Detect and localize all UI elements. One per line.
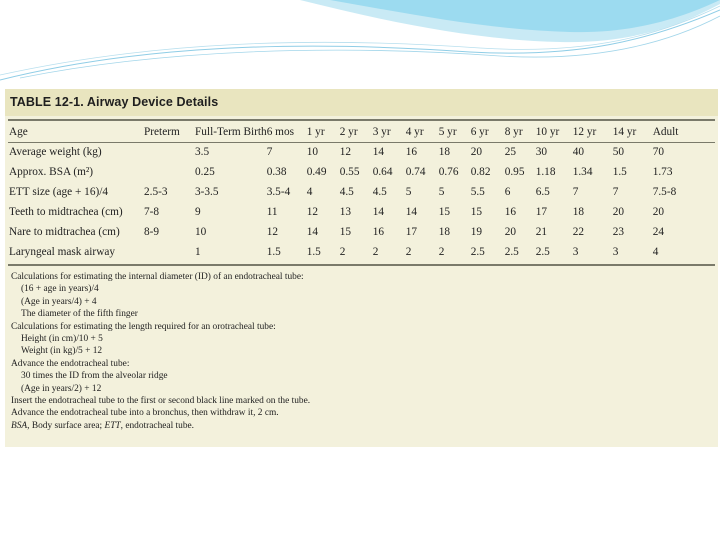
table-cell: 25 xyxy=(504,146,516,158)
row-label: Teeth to midtrachea (cm) xyxy=(9,206,123,218)
table-cell: 2 xyxy=(405,246,412,258)
header-cell-age: Age xyxy=(9,126,28,138)
header-cell: 2 yr xyxy=(339,126,358,138)
header-cell: 3 yr xyxy=(372,126,391,138)
table-cell: 16 xyxy=(372,226,384,238)
table-cell: 17 xyxy=(405,226,417,238)
note-calc-id-1: (16 + age in years)/4 xyxy=(21,284,99,295)
header-cell: 8 yr xyxy=(504,126,523,138)
note-calc-length-heading: Calculations for estimating the length required for an orotracheal tube: xyxy=(11,321,276,332)
table-cell: 20 xyxy=(504,226,516,238)
table-cell: 15 xyxy=(438,206,450,218)
table-cell: 2.5 xyxy=(535,246,550,258)
row-label: Nare to midtrachea (cm) xyxy=(9,226,120,238)
table-cell: 2 xyxy=(372,246,379,258)
table-cell: 50 xyxy=(612,146,624,158)
header-cell: 12 yr xyxy=(572,126,597,138)
table-cell: 3 xyxy=(572,246,579,258)
table-cell: 1.5 xyxy=(306,246,321,258)
table-cell: 5 xyxy=(405,186,412,198)
header-row xyxy=(9,122,691,142)
table-cell: 23 xyxy=(612,226,624,238)
table-cell: 14 xyxy=(306,226,318,238)
header-cell: Full-Term Birth xyxy=(195,126,267,138)
table-cell: 16 xyxy=(405,146,417,158)
table-cell: 4 xyxy=(652,246,659,258)
table-cell: 1.5 xyxy=(612,166,627,178)
table-cell: 12 xyxy=(266,226,278,238)
table-cell: 4 xyxy=(306,186,313,198)
note-calc-id-2: (Age in years/4) + 4 xyxy=(21,296,97,307)
table-cell xyxy=(144,162,195,182)
note-calc-length-2: Weight (in kg)/5 + 12 xyxy=(21,346,103,357)
note-abbreviations xyxy=(11,420,711,432)
table-row xyxy=(9,182,691,202)
row-label: Average weight (kg) xyxy=(9,146,102,158)
header-cell: Preterm xyxy=(144,126,180,138)
table-header xyxy=(9,122,691,142)
table-cell: 0.76 xyxy=(438,166,459,178)
bottom-rule xyxy=(8,264,715,266)
abbrev-bsa: BSA xyxy=(11,420,28,431)
table-row xyxy=(9,202,691,222)
row-label: Approx. BSA (m²) xyxy=(9,166,94,178)
table-cell: 24 xyxy=(652,226,664,238)
table-cell: 4.5 xyxy=(372,186,387,198)
header-cell: 1 yr xyxy=(306,126,325,138)
table-cell: 7 xyxy=(612,186,619,198)
note-advance-1: 30 times the ID from the alveolar ridge xyxy=(21,371,168,382)
table-title: TABLE 12-1. Airway Device Details xyxy=(10,95,219,109)
airway-table-figure xyxy=(5,89,718,447)
table-cell: 9 xyxy=(195,206,201,218)
table-cell: 0.82 xyxy=(470,166,491,178)
table-cell: 3.5 xyxy=(195,146,210,158)
table-row xyxy=(9,142,691,162)
table-cell: 7-8 xyxy=(144,206,160,218)
table-cell: 3.5-4 xyxy=(266,186,291,198)
table-row xyxy=(9,242,691,262)
table-cell: 14 xyxy=(372,206,384,218)
abbrev-ett-definition: , endotracheal tube. xyxy=(120,420,195,431)
header-cell: 6 mos xyxy=(266,126,295,138)
header-cell: 14 yr xyxy=(612,126,637,138)
table-cell: 3-3.5 xyxy=(195,186,219,198)
table-cell: 5.5 xyxy=(470,186,485,198)
table-cell: 1.18 xyxy=(535,166,556,178)
table-row xyxy=(9,222,691,242)
table-cell: 20 xyxy=(470,146,482,158)
table-cell: 0.38 xyxy=(266,166,287,178)
note-calc-id-3: The diameter of the fifth finger xyxy=(21,309,138,320)
header-cell: 5 yr xyxy=(438,126,457,138)
table-cell: 17 xyxy=(535,206,547,218)
row-label: ETT size (age + 16)/4 xyxy=(9,186,109,198)
table-cell: 0.74 xyxy=(405,166,426,178)
table-cell: 5 xyxy=(438,186,445,198)
top-rule xyxy=(8,119,715,121)
table-cell: 40 xyxy=(572,146,584,158)
table-cell: 18 xyxy=(572,206,584,218)
note-insert: Insert the endotracheal tube to the first or second black line marked on the tube. xyxy=(11,396,311,407)
table-cell: 15 xyxy=(339,226,351,238)
header-cell: 4 yr xyxy=(405,126,424,138)
abbrev-bsa-definition: , Body surface area; xyxy=(27,420,105,431)
table-footnotes xyxy=(11,271,711,432)
header-cell: 10 yr xyxy=(535,126,560,138)
table-cell: 22 xyxy=(572,226,584,238)
table-cell: 2 xyxy=(339,246,346,258)
table-cell: 10 xyxy=(195,226,207,238)
airway-device-table xyxy=(9,122,691,262)
table-cell: 7 xyxy=(266,146,273,158)
table-cell: 0.49 xyxy=(306,166,327,178)
table-cell: 14 xyxy=(372,146,384,158)
table-cell: 1 xyxy=(195,246,201,258)
table-cell: 10 xyxy=(306,146,318,158)
note-calc-id-heading: Calculations for estimating the internal diameter (ID) of an endotracheal tube: xyxy=(11,272,304,282)
table-cell xyxy=(144,242,195,262)
table-cell: 1.5 xyxy=(266,246,281,258)
table-cell xyxy=(144,142,195,162)
note-advance-2: (Age in years/2) + 12 xyxy=(21,383,102,394)
table-cell: 2.5-3 xyxy=(144,186,168,198)
table-cell: 7 xyxy=(572,186,579,198)
row-label: Laryngeal mask airway xyxy=(9,246,116,258)
table-cell: 4.5 xyxy=(339,186,354,198)
table-cell: 19 xyxy=(470,226,482,238)
table-cell: 11 xyxy=(266,206,278,218)
table-cell: 1.34 xyxy=(572,166,593,178)
note-advance-heading: Advance the endotracheal tube: xyxy=(11,358,130,369)
table-cell: 14 xyxy=(405,206,417,218)
table-cell: 3 xyxy=(612,246,619,258)
table-cell: 0.25 xyxy=(195,166,215,178)
table-row xyxy=(9,162,691,182)
table-cell: 18 xyxy=(438,226,450,238)
table-cell: 30 xyxy=(535,146,547,158)
table-cell: 6.5 xyxy=(535,186,550,198)
table-cell: 16 xyxy=(504,206,516,218)
abbrev-ett: ETT xyxy=(104,420,121,431)
table-cell: 21 xyxy=(535,226,547,238)
table-cell: 13 xyxy=(339,206,351,218)
table-cell: 2.5 xyxy=(470,246,485,258)
table-cell: 12 xyxy=(306,206,318,218)
table-cell: 70 xyxy=(652,146,664,158)
table-cell: 6 xyxy=(504,186,511,198)
table-cell: 8-9 xyxy=(144,226,160,238)
table-cell: 1.73 xyxy=(652,166,673,178)
table-title-bar xyxy=(5,89,718,116)
table-cell: 2.5 xyxy=(504,246,519,258)
table-cell: 15 xyxy=(470,206,482,218)
table-cell: 0.55 xyxy=(339,166,360,178)
table-cell: 20 xyxy=(612,206,624,218)
table-cell: 12 xyxy=(339,146,351,158)
table-cell: 2 xyxy=(438,246,445,258)
note-calc-length-1: Height (in cm)/10 + 5 xyxy=(21,334,103,345)
decorative-swoosh-header xyxy=(0,0,720,90)
header-cell: 6 yr xyxy=(470,126,489,138)
table-cell: 0.64 xyxy=(372,166,393,178)
note-bronchus: Advance the endotracheal tube into a bronchus, then withdraw it, 2 cm. xyxy=(11,408,279,419)
header-cell: Adult xyxy=(652,126,679,138)
table-cell: 20 xyxy=(652,206,664,218)
table-body xyxy=(9,142,691,262)
table-cell: 7.5-8 xyxy=(652,186,677,198)
table-cell: 18 xyxy=(438,146,450,158)
table-cell: 0.95 xyxy=(504,166,525,178)
